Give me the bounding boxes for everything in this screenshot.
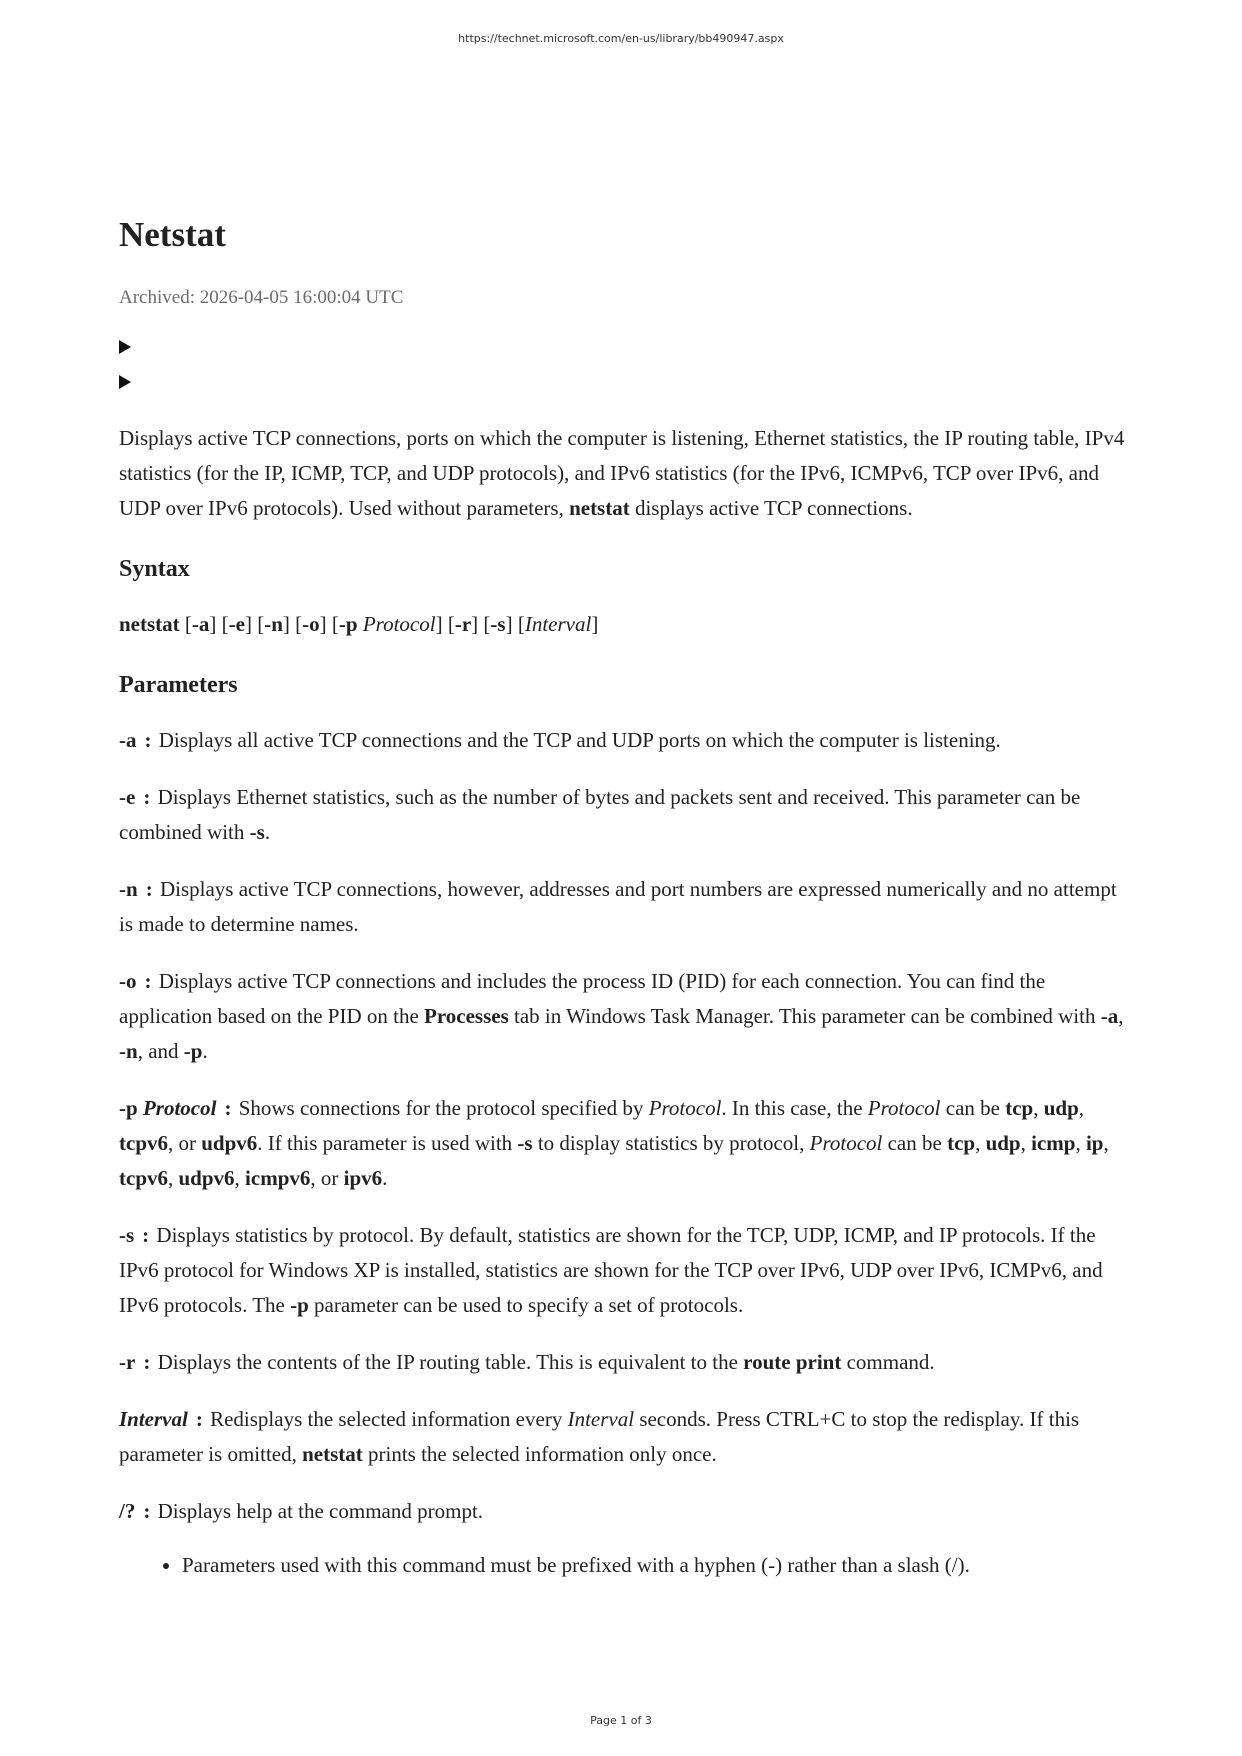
syntax-flag-p: -p <box>338 612 358 636</box>
param-ref-italic: Protocol <box>809 1131 883 1155</box>
syntax-bracket: ] [ <box>209 612 229 636</box>
syntax-flag-n: -n <box>264 612 283 636</box>
syntax-bracket: ] <box>591 612 599 636</box>
param-description: can be <box>882 1131 948 1155</box>
param-ref: -s <box>249 820 265 844</box>
syntax-command: netstat <box>119 612 180 636</box>
param-ref: icmp <box>1031 1131 1076 1155</box>
param-flag: Interval <box>119 1407 188 1431</box>
param-ref: udpv6 <box>201 1131 258 1155</box>
page-title: Netstat <box>119 215 226 254</box>
param-description: , <box>234 1166 246 1190</box>
param-flag: -o <box>119 969 137 993</box>
disclosure-group <box>119 329 1129 399</box>
syntax-flag-a: -a <box>191 612 210 636</box>
param-n <box>119 872 1129 942</box>
param-description: , <box>1118 1004 1124 1028</box>
param-separator: : <box>144 728 152 752</box>
param-description: . <box>202 1039 208 1063</box>
param-interval <box>119 1402 1129 1472</box>
param-description: Displays the contents of the IP routing table. This is equivalent to the <box>152 1350 744 1374</box>
param-description: Displays help at the command prompt. <box>152 1499 484 1523</box>
param-ref-italic: Protocol <box>867 1096 941 1120</box>
param-description: prints the selected information only once. <box>362 1442 717 1466</box>
intro-command: netstat <box>569 496 630 520</box>
param-separator: : <box>143 1350 151 1374</box>
param-description: , <box>1103 1131 1109 1155</box>
syntax-bracket: ] [ <box>471 612 491 636</box>
syntax-bracket: [ <box>179 612 192 636</box>
param-description: tab in Windows Task Manager. This parameter can be combined with <box>508 1004 1101 1028</box>
param-ref: tcpv6 <box>119 1166 168 1190</box>
param-flag: -e <box>119 785 136 809</box>
syntax-line <box>119 607 1129 642</box>
param-ref: tcp <box>1005 1096 1034 1120</box>
param-ref: icmpv6 <box>245 1166 311 1190</box>
param-separator: : <box>142 1223 150 1247</box>
syntax-bracket: ] [ <box>505 612 525 636</box>
syntax-bracket: ] [ <box>319 612 339 636</box>
param-description: to display statistics by protocol, <box>532 1131 810 1155</box>
param-ref: udpv6 <box>178 1166 235 1190</box>
param-ref: ip <box>1085 1131 1104 1155</box>
param-description: Redisplays the selected information every <box>204 1407 568 1431</box>
page-url-header: https://technet.microsoft.com/en-us/library/bb490947.aspx <box>458 32 784 45</box>
param-separator: : <box>224 1096 232 1120</box>
document-body <box>119 205 1129 1583</box>
param-description: , <box>1033 1096 1044 1120</box>
param-description: . In this case, the <box>721 1096 868 1120</box>
syntax-flag-o: -o <box>302 612 320 636</box>
intro-text: displays active TCP connections. <box>629 496 913 520</box>
param-description: , <box>1020 1131 1032 1155</box>
param-description: , <box>1078 1096 1085 1120</box>
param-help <box>119 1494 1129 1529</box>
param-separator: : <box>145 877 153 901</box>
param-description: Displays statistics by protocol. By default, statistics are shown for the TCP, UDP, ICMP, and IP protocols. If the IPv6 protocol for Windows XP is installed, statistics are shown for the TCP over IPv6, UDP over IPv6, ICMPv6, and IPv6 protocols. The <box>119 1223 1103 1317</box>
param-description: seconds. Press CTRL+C to stop the redisplay. If this parameter is omitted, <box>119 1407 1080 1466</box>
parameters-heading: Parameters <box>119 672 238 698</box>
syntax-interval: Interval <box>524 612 592 636</box>
param-ref: -n <box>119 1039 138 1063</box>
param-flag: -n <box>119 877 138 901</box>
syntax-flag-s: -s <box>490 612 506 636</box>
list-item: • Parameters used with this command must be prefixed with a hyphen (-) rather than a slash (/). <box>182 1548 1129 1583</box>
param-separator: : <box>143 785 151 809</box>
param-description: parameter can be used to specify a set of protocols. <box>308 1293 744 1317</box>
page-number-footer: Page 1 of 3 <box>590 1714 652 1727</box>
param-e <box>119 780 1129 850</box>
param-flag: /? <box>119 1499 136 1523</box>
param-description: . <box>264 820 271 844</box>
param-description: Displays Ethernet statistics, such as the number of bytes and packets sent and received. This parameter can be combined with <box>119 785 1081 844</box>
param-description: Displays all active TCP connections and the TCP and UDP ports on which the computer is listening. <box>153 728 1001 752</box>
disclosure-row[interactable] <box>119 329 1129 364</box>
intro-paragraph <box>119 421 1129 526</box>
syntax-bracket: ] [ <box>282 612 303 636</box>
param-description: , <box>975 1131 986 1155</box>
syntax-bracket: ] [ <box>435 612 455 636</box>
param-ref: -p <box>290 1293 309 1317</box>
param-description: can be <box>940 1096 1006 1120</box>
param-ref-italic: Interval <box>567 1407 635 1431</box>
triangle-right-icon[interactable] <box>119 375 131 389</box>
param-ref: tcp <box>947 1131 976 1155</box>
param-ref: netstat <box>302 1442 363 1466</box>
param-description: command. <box>841 1350 935 1374</box>
param-description: , or <box>310 1166 344 1190</box>
param-description: , and <box>137 1039 184 1063</box>
param-ref: udp <box>1043 1096 1079 1120</box>
syntax-protocol: Protocol <box>362 612 436 636</box>
param-description: Displays active TCP connections and includes the process ID (PID) for each connection. You can find the application based on the PID on the <box>119 969 1046 1028</box>
param-ref: -a <box>1100 1004 1119 1028</box>
param-description: . If this parameter is used with <box>257 1131 518 1155</box>
param-description: Shows connections for the protocol specified by <box>233 1096 649 1120</box>
param-flag: -p <box>119 1096 138 1120</box>
param-separator: : <box>195 1407 203 1431</box>
param-ref: Processes <box>424 1004 509 1028</box>
syntax-bracket: ] [ <box>244 612 265 636</box>
param-ref: -p <box>183 1039 203 1063</box>
param-flag: -a <box>119 728 137 752</box>
disclosure-row[interactable] <box>119 364 1129 399</box>
param-flag: -r <box>119 1350 136 1374</box>
param-a <box>119 723 1129 758</box>
param-description: , <box>168 1166 179 1190</box>
syntax-flag-r: -r <box>454 612 472 636</box>
param-description: . <box>382 1166 388 1190</box>
param-flag: -s <box>119 1223 135 1247</box>
param-p <box>119 1091 1129 1196</box>
archived-timestamp: Archived: 2026-04-05 16:00:04 UTC <box>119 287 404 308</box>
param-ref: tcpv6 <box>119 1131 168 1155</box>
param-ref: route print <box>743 1350 842 1374</box>
param-ref: -s <box>517 1131 533 1155</box>
param-ref-italic: Protocol <box>648 1096 722 1120</box>
param-separator: : <box>144 969 152 993</box>
intro-text: Displays active TCP connections, ports on which the computer is listening, Ethernet statistics, the IP routing table, IPv4 statistics (for the IP, ICMP, TCP, and UDP protocols), and IPv6 statistics (for the IPv6, ICMPv6, TCP over IPv6, and UDP over IPv6 protocols). Used without parameters, <box>119 426 1125 520</box>
param-description: Displays active TCP connections, however, addresses and port numbers are expressed numerically and no attempt is made to determine names. <box>119 877 1117 936</box>
param-protocol-arg: Protocol <box>142 1096 217 1120</box>
param-r <box>119 1345 1129 1380</box>
triangle-right-icon[interactable] <box>119 340 131 354</box>
param-description: , or <box>168 1131 202 1155</box>
param-description: , <box>1075 1131 1086 1155</box>
syntax-flag-e: -e <box>228 612 245 636</box>
param-ref: ipv6 <box>343 1166 383 1190</box>
param-s <box>119 1218 1129 1323</box>
param-ref: udp <box>985 1131 1021 1155</box>
notes-list <box>119 1548 1129 1583</box>
param-separator: : <box>143 1499 151 1523</box>
syntax-heading: Syntax <box>119 556 190 582</box>
param-o <box>119 964 1129 1069</box>
